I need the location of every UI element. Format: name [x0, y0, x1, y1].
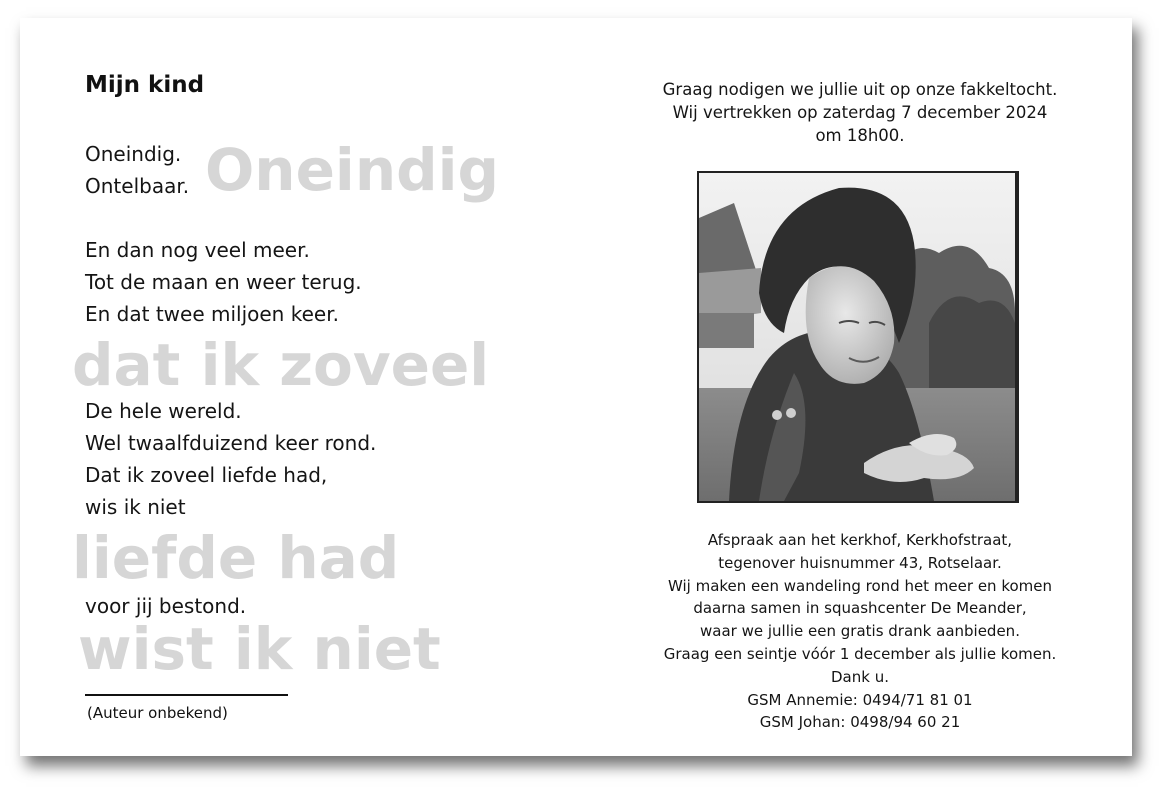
invitation-line: Wij vertrekken op zaterdag 7 december 2024	[672, 103, 1048, 122]
poem-title: Mijn kind	[85, 72, 205, 98]
contact-johan: GSM Johan: 0498/94 60 21	[759, 713, 961, 732]
poem-author: (Auteur onbekend)	[87, 704, 228, 722]
author-divider	[85, 694, 288, 696]
poem-stanza-2	[85, 234, 362, 330]
details-line: Afspraak aan het kerkhof, Kerkhofstraat,	[707, 531, 1013, 549]
poem-stanza-4	[85, 590, 246, 622]
details-line: Wij maken een wandeling rond het meer en komen	[667, 576, 1053, 595]
poem-line: Wel twaalfduizend keer rond.	[85, 431, 377, 455]
poem-line: Oneindig.	[85, 142, 182, 166]
details-line: tegenover huisnummer 43, Rotselaar.	[718, 553, 1002, 572]
details-line: daarna samen in squashcenter De Meander,	[693, 599, 1027, 618]
poem-line: wis ik niet	[85, 495, 186, 519]
poem-line: Dat ik zoveel liefde had,	[85, 463, 328, 487]
invitation-line: om 18h00.	[815, 126, 905, 145]
poem-stanza-3	[85, 395, 376, 523]
contact-annemie: GSM Annemie: 0494/71 81 01	[747, 690, 973, 709]
poem-line: Tot de maan en weer terug.	[85, 270, 362, 294]
ghost-word-dat-ik-zoveel: dat ik zoveel	[72, 331, 490, 399]
details-line: Graag een seintje vóór 1 december als jullie komen.	[663, 644, 1057, 663]
ghost-word-wist-ik-niet: wist ik niet	[78, 615, 441, 683]
portrait-photo-icon	[699, 173, 1015, 501]
portrait-photo	[697, 171, 1019, 503]
details-line: Dank u.	[831, 667, 889, 686]
ghost-word-oneindig: Oneindig	[205, 136, 500, 204]
poem-line: voor jij bestond.	[85, 594, 247, 618]
invitation-line: Graag nodigen we jullie uit op onze fakkeltocht.	[662, 80, 1058, 99]
poem-line: Ontelbaar.	[85, 174, 190, 198]
ghost-word-liefde-had: liefde had	[72, 524, 400, 592]
poem-line: De hele wereld.	[85, 399, 242, 423]
poem-line: En dan nog veel meer.	[85, 238, 310, 262]
event-details	[580, 529, 1140, 734]
card	[20, 18, 1132, 756]
details-line: waar we jullie een gratis drank aanbieden.	[700, 622, 1020, 641]
poem-line: En dat twee miljoen keer.	[85, 302, 339, 326]
invitation-text	[580, 78, 1140, 147]
poem-stanza-1	[85, 138, 189, 202]
